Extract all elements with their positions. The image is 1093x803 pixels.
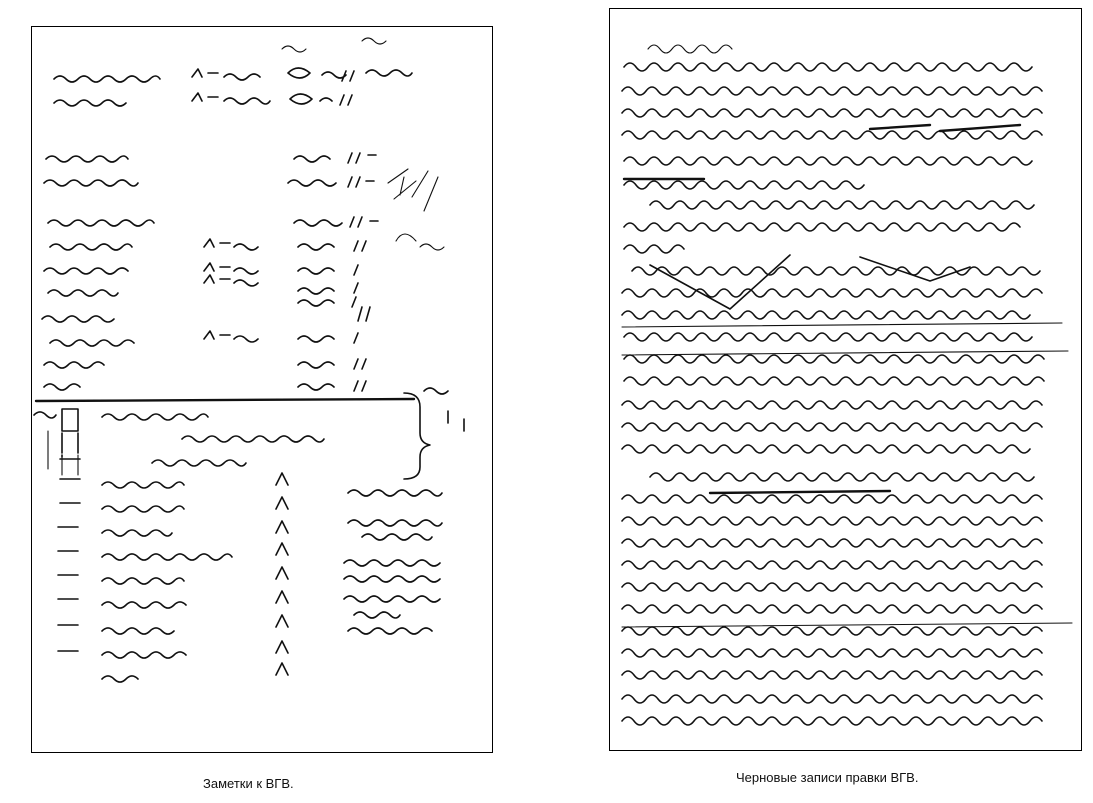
left-manuscript-page [31, 26, 493, 753]
right-handwriting [610, 9, 1081, 750]
left-page-caption: Заметки к ВГВ. [203, 776, 294, 791]
right-manuscript-page [609, 8, 1082, 751]
right-page-caption: Черновые записи правки ВГВ. [736, 770, 919, 785]
left-handwriting [32, 27, 492, 752]
